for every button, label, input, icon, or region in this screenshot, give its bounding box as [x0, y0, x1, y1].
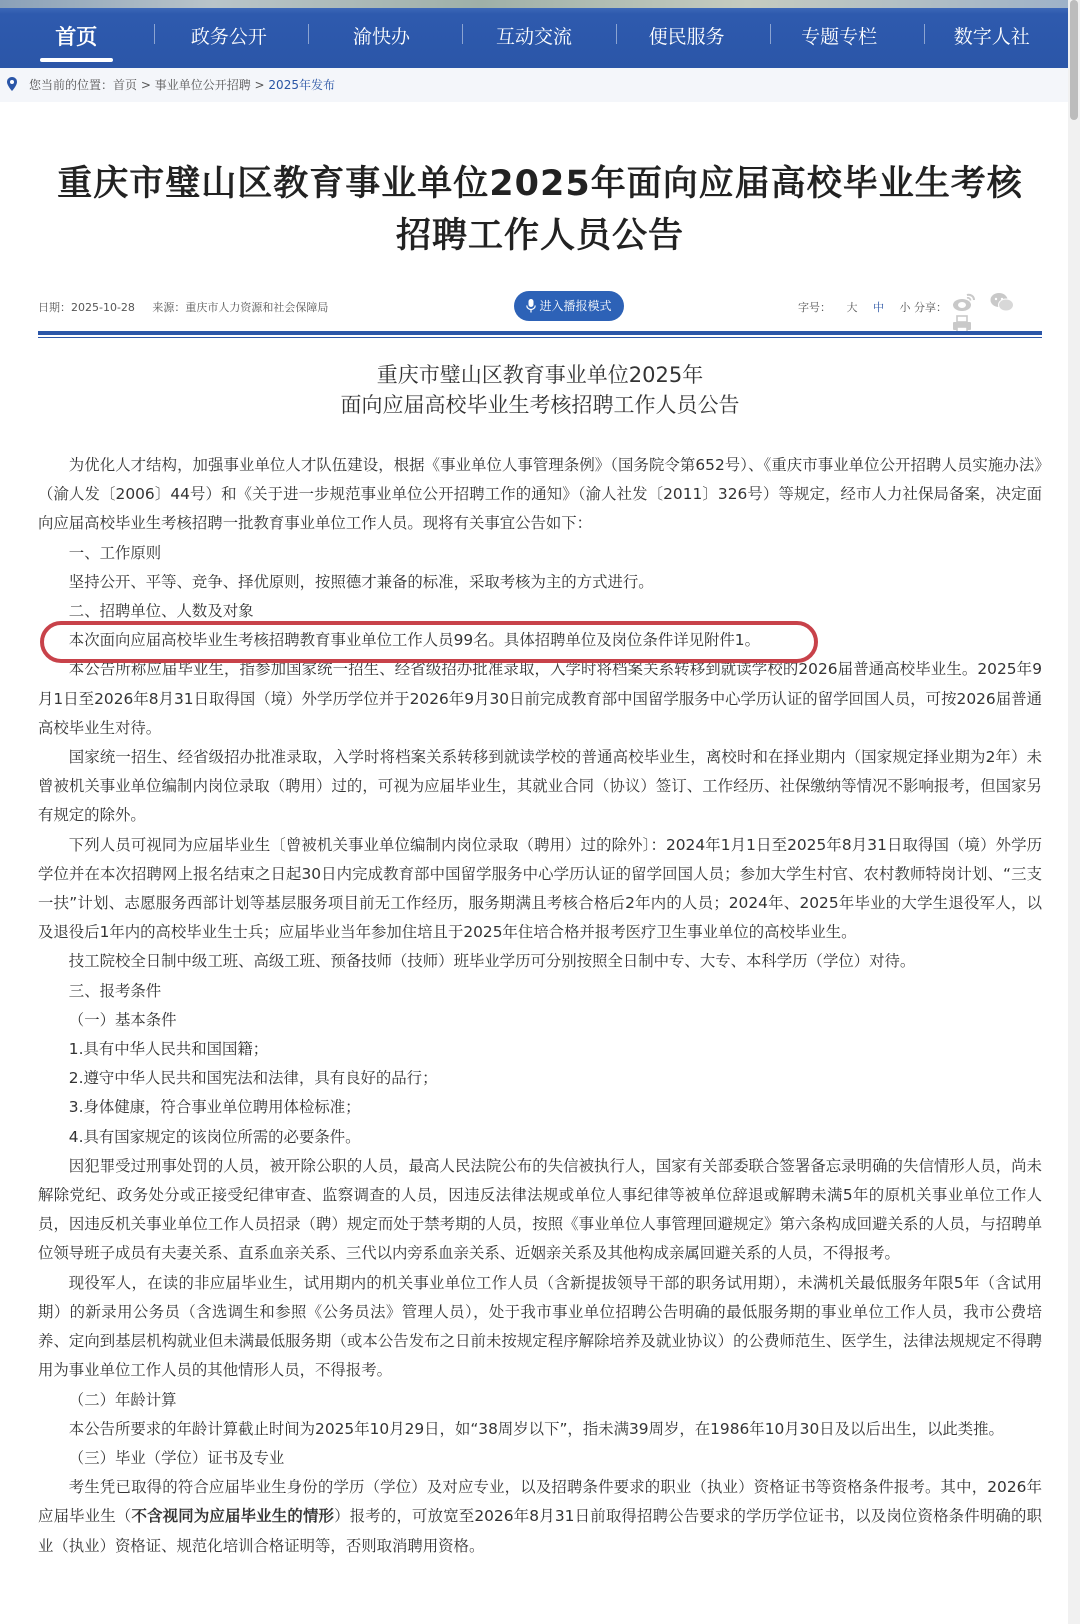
date-source: [38, 299, 328, 315]
paragraph-text: 考生凭已取得的符合应届毕业生身份的学历（学位）及对应专业，以及招聘条件要求的职业（执业）资格证书等资格条件报考。其中，2026年应届毕业生（: [38, 1478, 1042, 1526]
section-heading-3: 三、报考条件: [68, 981, 162, 1000]
wechat-icon[interactable]: [990, 292, 1014, 312]
paragraph: 下列人员可视同为应届毕业生〔曾被机关事业单位编制内岗位录取（聘用）过的除外〕：2024年1月1日至2025年8月31日取得国（境）外学历学位并在本次招聘网上报名结束之日起30日内完成教育部中国留学服务中心学历认证的留学回国人员；参加大学生村官、农村教师特岗计划、“三支一扶”计划、志愿服务西部计划等基层服务项目前无工作经历，服务期满且考核合格后2年内的人员；2024年、2025年毕业的大学生退役军人，以及退役后1年内的高校毕业生士兵；应届毕业当年参加住培且于2025年住培合格并报考医疗卫生事业单位的高校毕业生。: [38, 835, 1042, 942]
publish-date: 2025-10-28: [71, 301, 135, 314]
top-navigation-bar: [0, 0, 1068, 68]
title-divider-thin: [38, 337, 1042, 338]
breadcrumb-separator: >: [250, 78, 269, 92]
font-size-small[interactable]: 小: [899, 301, 911, 314]
paragraph-last: [38, 1473, 1042, 1561]
paragraph: 本公告所要求的年龄计算截止时间为2025年10月29日，如“38周岁以下”，指未满39周岁，在1986年10月30日及以后出生，以此类推。: [68, 1419, 1004, 1438]
sub-heading: （三）毕业（学位）证书及专业: [68, 1448, 285, 1467]
nav-item-special-topics[interactable]: 专题专栏: [801, 26, 878, 48]
paragraph-highlighted: 本次面向应届高校毕业生考核招聘教育事业单位工作人员99名。具体招聘单位及岗位条件详见附件1。: [68, 631, 760, 650]
nav-divider: [924, 24, 925, 44]
main-nav: [0, 8, 1068, 68]
article-meta: [38, 286, 1042, 326]
article-subtitle-line1: 重庆市璧山区教育事业单位2025年: [376, 363, 704, 387]
list-item: 4.具有国家规定的该岗位所需的必要条件。: [68, 1127, 361, 1146]
nav-item-public-service[interactable]: 便民服务: [648, 26, 725, 48]
banner-image-strip: [0, 0, 1068, 8]
highlight-annotation: [40, 621, 818, 663]
microphone-icon: [526, 299, 536, 313]
list-item: 1.具有中华人民共和国国籍；: [68, 1040, 269, 1059]
list-item: 3.身体健康，符合事业单位聘用体检标准；: [68, 1098, 361, 1117]
breadcrumb-current-link[interactable]: 2025年发布: [268, 78, 335, 92]
breadcrumb: [0, 68, 1068, 102]
paragraph: 现役军人，在读的非应届毕业生，试用期内的机关事业单位工作人员（含新提拔领导干部的职务试用期），未满机关最低服务年限5年（含试用期）的新录用公务员（含选调生和参照《公务员法》管理人员），处于我市事业单位招聘公告明确的最低服务期的事业单位工作人员，我市公费培养、定向到基层机构就业但未满最低服务期（或本公告发布之日前未按规定程序解除培养及就业协议）的公费师范生、医学生，法律法规规定不得聘用为事业单位工作人员的其他情形人员，不得报考。: [38, 1273, 1042, 1380]
nav-item-interaction[interactable]: 互动交流: [496, 26, 573, 48]
weibo-icon[interactable]: [952, 292, 976, 312]
article-body: [38, 451, 1042, 1561]
nav-divider: [616, 24, 617, 44]
paragraph: 技工院校全日制中级工班、高级工班、预备技师（技师）班毕业学历可分别按照全日制中专、大专、本科学历（学位）对待。: [68, 952, 916, 971]
broadcast-mode-button[interactable]: [514, 291, 624, 321]
breadcrumb-home-link[interactable]: 首页: [113, 78, 138, 92]
title-divider: [38, 331, 1042, 335]
section-heading-2: 二、招聘单位、人数及对象: [68, 602, 254, 621]
page-title-line1: 重庆市璧山区教育事业单位2025年面向应届高校毕业生考核: [57, 164, 1023, 204]
breadcrumb-prefix: 您当前的位置：: [29, 78, 114, 92]
sub-heading: （一）基本条件: [68, 1010, 177, 1029]
nav-divider: [462, 24, 463, 44]
breadcrumb-section-link[interactable]: 事业单位公开招聘: [154, 78, 251, 92]
list-item: 2.遵守中华人民共和国宪法和法律，具有良好的品行；: [68, 1069, 438, 1088]
page-scrollbar[interactable]: [1068, 0, 1080, 1624]
article-subtitle-line2: 面向应届高校毕业生考核招聘工作人员公告: [340, 393, 740, 417]
source-label: 来源：: [152, 301, 186, 314]
share-label: 分享：: [914, 301, 947, 314]
source-name: 重庆市人力资源和社会保障局: [185, 301, 329, 314]
nav-item-digital-hr[interactable]: 数字人社: [953, 26, 1030, 48]
paragraph: 坚持公开、平等、竞争、择优原则，按照德才兼备的标准，采取考核为主的方式进行。: [68, 572, 654, 591]
nav-divider: [308, 24, 309, 44]
breadcrumb-separator: >: [137, 78, 155, 92]
nav-item-yukuaiban[interactable]: 渝快办: [352, 26, 410, 48]
nav-item-home[interactable]: 首页: [0, 8, 153, 68]
paragraph: 本公告所称应届毕业生，指参加国家统一招生、经省级招办批准录取，入学时将档案关系转移到就读学校的2026届普通高校毕业生。2025年9月1日至2026年8月31日取得国（境）外学历学位并于2026年9月30日前完成教育部中国留学服务中心学历认证的留学回国人员，可按2026届普通高校毕业生对待。: [38, 660, 1042, 737]
paragraph: 因犯罪受过刑事处罚的人员，被开除公职的人员，最高人民法院公布的失信被执行人，国家有关部委联合签署备忘录明确的失信情形人员，尚未解除党纪、政务处分或正接受纪律审查、监察调查的人员，因违反法律法规或单位人事纪律等被单位辞退或解聘未满5年的原机关事业单位工作人员，因违反机关事业单位工作人员招录（聘）规定而处于禁考期的人员，按照《事业单位人事管理回避规定》第六条构成回避关系的人员，与招聘单位领导班子成员有夫妻关系、直系血亲关系、三代以内旁系血亲关系、近姻亲关系及其他构成亲属回避关系的人员，不得报考。: [38, 1156, 1042, 1263]
paragraph: 国家统一招生、经省级招办批准录取，入学时将档案关系转移到就读学校的普通高校毕业生，离校时和在择业期内（国家规定择业期为2年）未曾被机关事业单位编制内岗位录取（聘用）过的，可视为应届毕业生，其就业合同（协议）签订、工作经历、社保缴纳等情况不影响报考，但国家另有规定的除外。: [38, 748, 1042, 825]
scrollbar-thumb[interactable]: [1070, 0, 1078, 120]
page-title: [30, 158, 1050, 262]
date-label: 日期：: [38, 301, 71, 314]
paragraph-text: ）报考的，可放宽至2026年8月31日前取得招聘公告要求的学历学位证书，以及岗位资格条件明确的职业（执业）资格证、规范化培训合格证明等，否则取消聘用资格。: [38, 1507, 1042, 1555]
location-pin-icon: [6, 77, 18, 91]
font-size-large[interactable]: 大: [846, 301, 858, 314]
font-size-medium[interactable]: 中: [873, 301, 884, 314]
font-size-selector: [798, 299, 923, 315]
font-size-label: 字号：: [798, 301, 831, 314]
nav-item-government-affairs[interactable]: 政务公开: [190, 26, 267, 48]
sub-heading: （二）年龄计算: [68, 1390, 177, 1409]
section-heading-1: 一、工作原则: [68, 543, 162, 562]
bold-text: 不含视同为应届毕业生的情形: [131, 1507, 335, 1526]
paragraph-intro: 为优化人才结构，加强事业单位人才队伍建设，根据《事业单位人事管理条例》（国务院令第652号）、《重庆市事业单位公开招聘人员实施办法》（渝人发〔2006〕44号）和《关于进一步规范事业单位公开招聘工作的通知》（渝人社发〔2011〕326号）等规定，经市人力社保局备案，决定面向应届高校毕业生考核招聘一批教育事业单位工作人员。现将有关事宜公告如下：: [38, 456, 1042, 533]
nav-divider: [154, 24, 155, 44]
nav-divider: [770, 24, 771, 44]
broadcast-mode-label: 进入播报模式: [539, 299, 612, 313]
article-subtitle: [38, 360, 1042, 420]
page-title-line2: 招聘工作人员公告: [395, 216, 684, 256]
